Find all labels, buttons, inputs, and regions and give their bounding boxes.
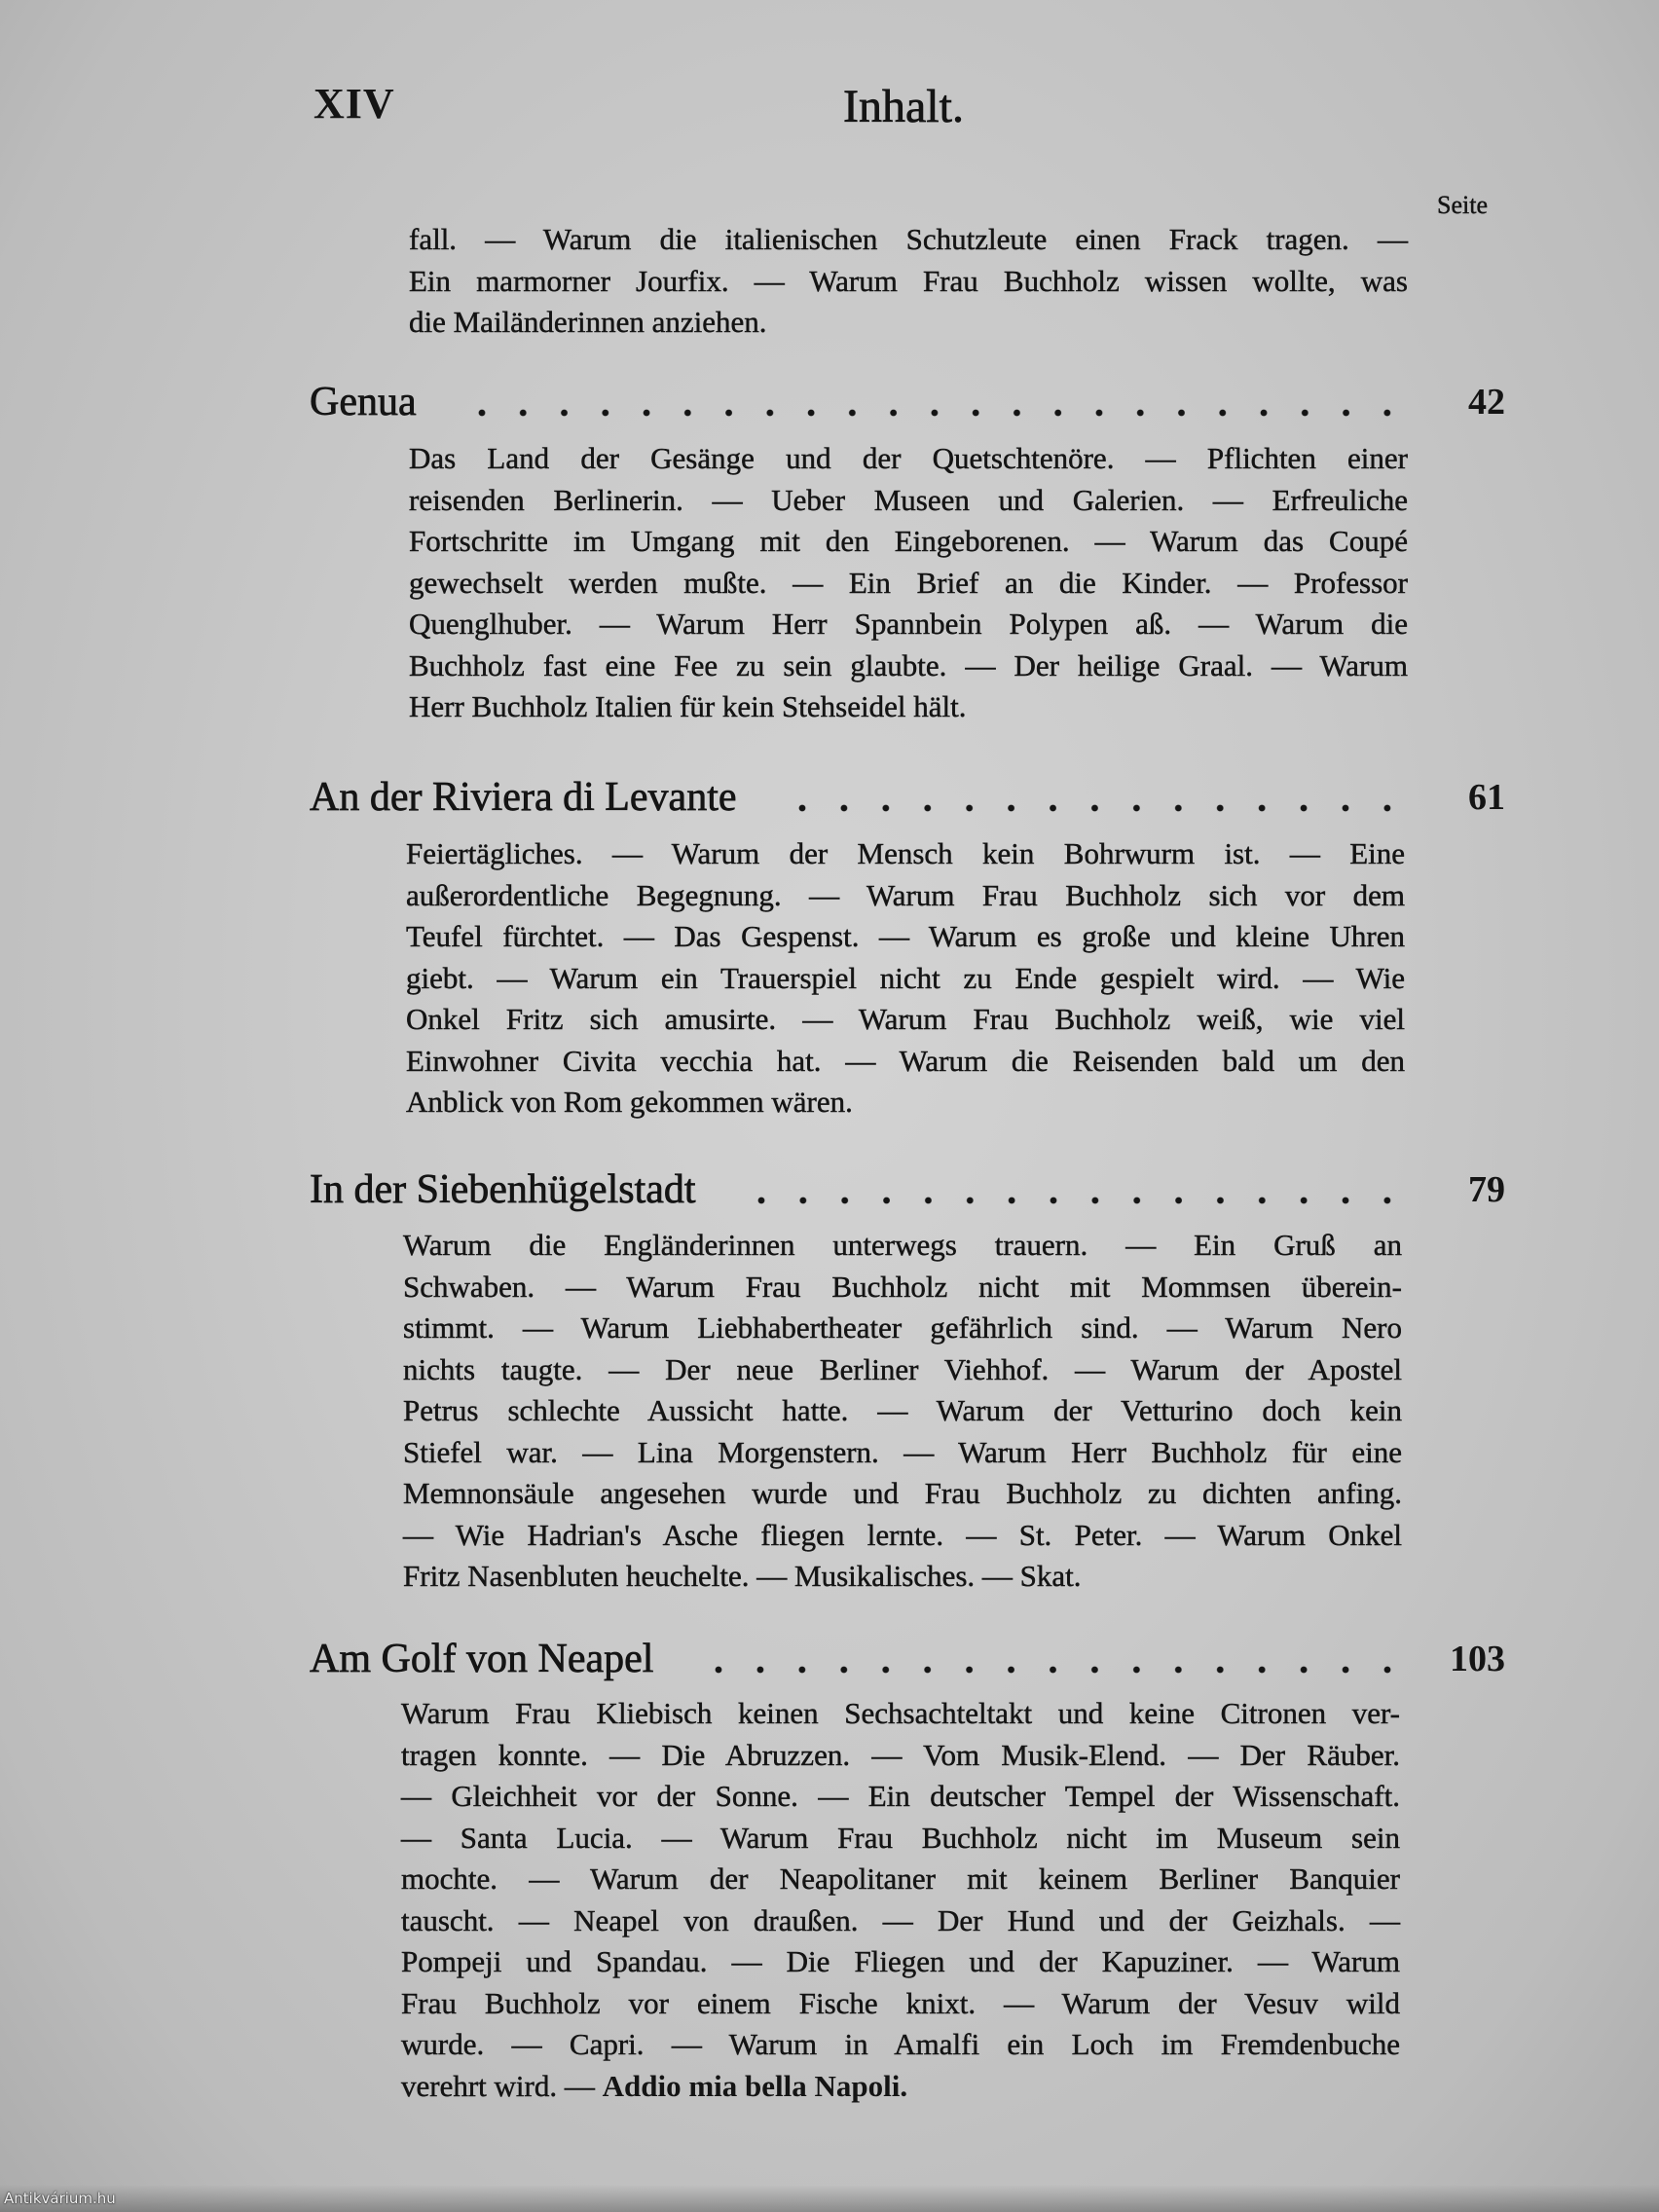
chapter-title: Am Golf von Neapel: [310, 1637, 654, 1681]
toc-entry-line: Warum die Engländerinnen unterwegs trauern. — Ein Gruß an: [403, 1228, 1402, 1262]
toc-entry-line: Schwaben. — Warum Frau Buchholz nicht mit Mommsen überein-: [403, 1269, 1402, 1304]
chapter-summary: [406, 833, 1405, 1124]
toc-entry-line: Pompeji und Spandau. — Die Fliegen und der Kapuziner. — Warum: [401, 1944, 1400, 1978]
chapter-title: An der Riviera di Levante: [310, 775, 737, 820]
page-column-label: Seite: [1437, 191, 1488, 219]
toc-entry-line: — Wie Hadrian's Asche fliegen lernte. — St. Peter. — Warum Onkel: [403, 1517, 1402, 1552]
toc-entry-line: gewechselt werden mußte. — Ein Brief an die Kinder. — Professor: [409, 565, 1408, 600]
toc-entry-heading: [310, 377, 1505, 427]
toc-entry-line: wurde. — Capri. — Warum in Amalfi ein Loch im Fremdenbuche: [401, 2027, 1400, 2061]
closing-phrase: Addio mia bella Napoli.: [602, 2068, 908, 2103]
toc-entry-line: tragen konnte. — Die Abruzzen. — Vom Musik-Elend. — Der Räuber.: [401, 1737, 1400, 1772]
toc-entry-line: Fritz Nasenbluten heuchelte. — Musikalisches. — Skat.: [403, 1559, 1082, 1593]
toc-entry-line-final: [401, 2066, 1400, 2108]
toc-entry-line: Teufel fürchtet. — Das Gespenst. — Warum es große und kleine Uhren: [406, 919, 1405, 953]
chapter-summary: [401, 1693, 1400, 2107]
toc-entry-line: Stiefel war. — Lina Morgenstern. — Warum Herr Buchholz für eine: [403, 1434, 1402, 1469]
toc-entry-line: Warum Frau Kliebisch keinen Sechsachteltakt und keine Citronen ver-: [401, 1696, 1400, 1730]
toc-entry-line: Anblick von Rom gekommen wären.: [406, 1085, 853, 1119]
toc-entry-line: nichts taugte. — Der neue Berliner Viehhof. — Warum der Apostel: [403, 1351, 1402, 1386]
toc-entry-line: Ein marmorner Jourfix. — Warum Frau Buchholz wissen wollte, was: [409, 263, 1408, 298]
chapter-summary: [409, 438, 1408, 728]
toc-entry-heading: [310, 772, 1505, 823]
toc-entry-line: Quenglhuber. — Warum Herr Spannbein Polypen aß. — Warum die: [409, 607, 1408, 641]
toc-entry-heading: [310, 1164, 1505, 1215]
page-title: Inhalt.: [843, 81, 964, 132]
toc-entry-line: Einwohner Civita vecchia hat. — Warum die Reisenden bald um den: [406, 1043, 1405, 1078]
toc-entry-line: mochte. — Warum der Neapolitaner mit keinem Berliner Banquier: [401, 1862, 1400, 1896]
chapter-page-number: 61: [1468, 777, 1505, 818]
chapter-title: In der Siebenhügelstadt: [310, 1167, 696, 1212]
watermark: Antikvárium.hu: [4, 2190, 116, 2207]
toc-entry-line: Das Land der Gesänge und der Quetschtenöre. — Pflichten einer: [409, 441, 1408, 475]
chapter-page-number: 79: [1468, 1169, 1505, 1210]
dot-leader: [782, 772, 1409, 823]
toc-entry-line: die Mailänderinnen anziehen.: [409, 305, 767, 339]
chapter-title: Genua: [310, 380, 417, 424]
toc-entry-line: Frau Buchholz vor einem Fische knixt. — Warum der Vesuv wild: [401, 1985, 1400, 2020]
toc-entry-line: Herr Buchholz Italien für kein Stehseidel hält.: [409, 689, 967, 723]
toc-entry-line: tauscht. — Neapel von draußen. — Der Hund und der Geizhals. —: [401, 1902, 1400, 1937]
toc-entry-line: Memnonsäule angesehen wurde und Frau Buchholz zu dichten anfing.: [403, 1476, 1402, 1510]
chapter-summary: [403, 1225, 1402, 1598]
toc-entry-line: verehrt wird. —: [401, 2068, 595, 2103]
toc-entry-line: — Gleichheit vor der Sonne. — Ein deutscher Tempel der Wissenschaft.: [401, 1779, 1400, 1813]
toc-entry-line: Petrus schlechte Aussicht hatte. — Warum der Vetturino doch kein: [403, 1393, 1402, 1427]
toc-entry-heading: [310, 1634, 1505, 1684]
toc-entry-line: fall. — Warum die italienischen Schutzleute einen Frack tragen. —: [409, 222, 1408, 256]
dot-leader: [461, 377, 1408, 427]
toc-entry-line: — Santa Lucia. — Warum Frau Buchholz nicht im Museum sein: [401, 1820, 1400, 1855]
toc-entry-line: Feiertägliches. — Warum der Mensch kein Bohrwurm ist. — Eine: [406, 836, 1405, 870]
toc-entry-line: Buchholz fast eine Fee zu sein glaubte. — Der heilige Graal. — Warum: [409, 647, 1408, 682]
chapter-page-number: 42: [1468, 382, 1505, 423]
toc-entry-continuation: [409, 219, 1408, 344]
dot-leader: [698, 1634, 1408, 1684]
dot-leader: [741, 1164, 1408, 1215]
chapter-page-number: 103: [1450, 1639, 1505, 1679]
toc-entry-line: giebt. — Warum ein Trauerspiel nicht zu Ende gespielt wird. — Wie: [406, 960, 1405, 995]
toc-entry-line: reisenden Berlinerin. — Ueber Museen und Galerien. — Erfreuliche: [409, 482, 1408, 517]
toc-entry-line: stimmt. — Warum Liebhabertheater gefährlich sind. — Warum Nero: [403, 1310, 1402, 1345]
toc-entry-line: außerordentliche Begegnung. — Warum Frau Buchholz sich vor dem: [406, 877, 1405, 912]
toc-entry-line: Onkel Fritz sich amusirte. — Warum Frau Buchholz weiß, wie viel: [406, 1002, 1405, 1036]
page-number-roman: XIV: [313, 80, 395, 128]
toc-entry-line: Fortschritte im Umgang mit den Eingeborenen. — Warum das Coupé: [409, 524, 1408, 558]
